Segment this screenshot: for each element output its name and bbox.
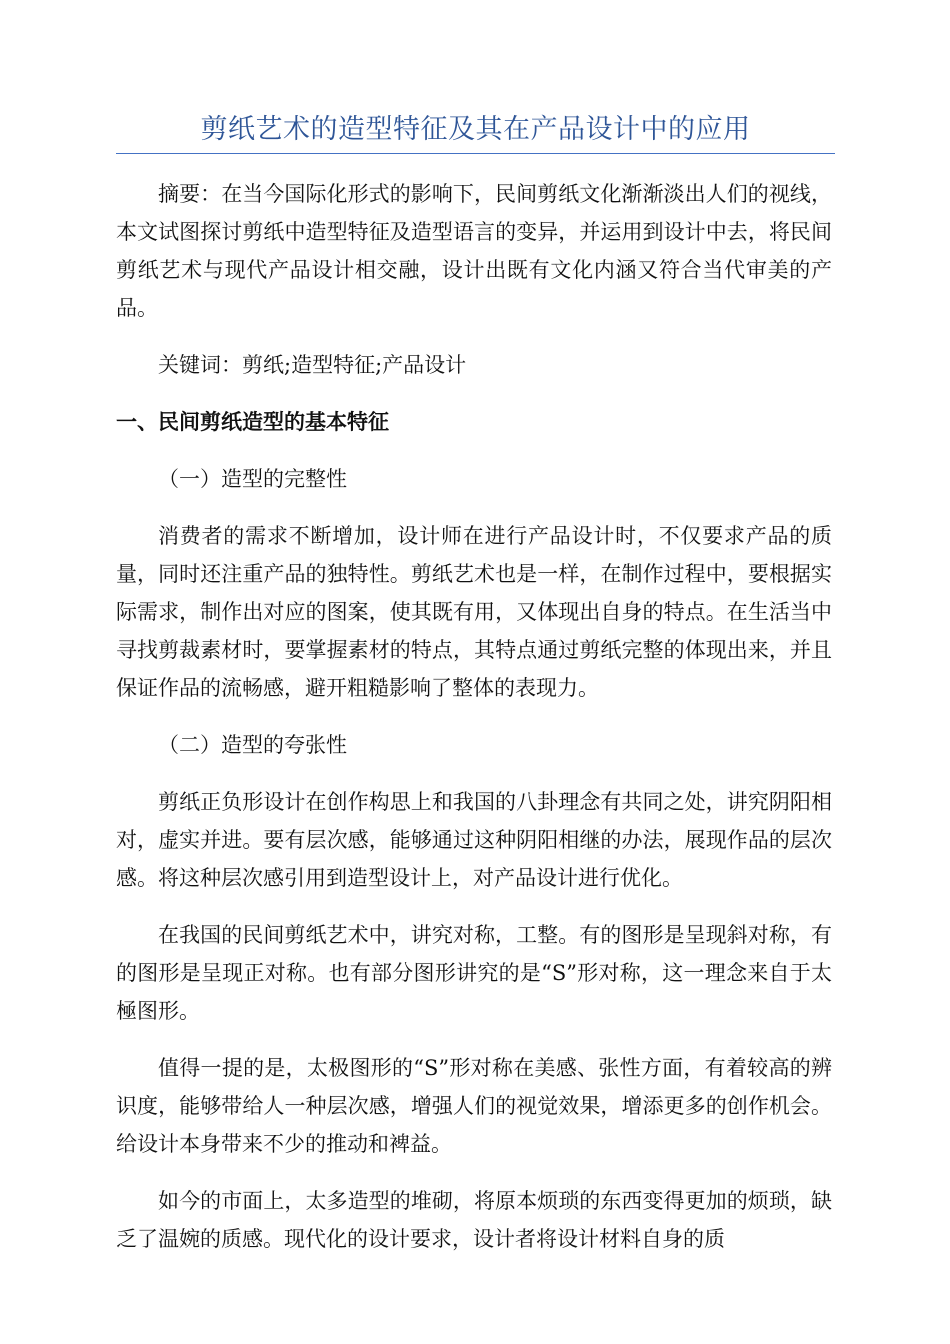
keywords-line: 关键词：剪纸;造型特征;产品设计: [158, 353, 467, 377]
body-paragraph: 如今的市面上，太多造型的堆砌，将原本烦琐的东西变得更加的烦琐，缺乏了温婉的质感。现代化的设计要求，设计者将设计材料自身的质: [116, 1189, 832, 1251]
body-paragraph: 值得一提的是，太极图形的“S”形对称在美感、张性方面，有着较高的辨识度，能够带给人一种层次感，增强人们的视觉效果，增添更多的创作机会。给设计本身带来不少的推动和裨益。: [116, 1056, 832, 1156]
document-title: 剪纸艺术的造型特征及其在产品设计中的应用: [200, 114, 751, 145]
abstract-paragraph: 摘要：在当今国际化形式的影响下，民间剪纸文化渐渐淡出人们的视线，本文试图探讨剪纸中造型特征及造型语言的变异，并运用到设计中去，将民间剪纸艺术与现代产品设计相交融，设计出既有文化内涵又符合当代审美的产品。: [116, 182, 832, 320]
section-heading: 一、民间剪纸造型的基本特征: [116, 410, 389, 434]
subsection-heading-2: （二）造型的夸张性: [158, 733, 347, 757]
subsection-heading-1: （一）造型的完整性: [158, 467, 347, 491]
body-paragraph: 消费者的需求不断增加，设计师在进行产品设计时，不仅要求产品的质量，同时还注重产品的独特性。剪纸艺术也是一样，在制作过程中，要根据实际需求，制作出对应的图案，使其既有用，又体现出自身的特点。在生活当中寻找剪裁素材时，要掌握素材的特点，其特点通过剪纸完整的体现出来，并且保证作品的流畅感，避开粗糙影响了整体的表现力。: [116, 524, 832, 700]
title-underline: [116, 153, 835, 154]
document-body: [116, 175, 832, 1277]
body-paragraph: 剪纸正负形设计在创作构思上和我国的八卦理念有共同之处，讲究阴阳相对，虚实并进。要有层次感，能够通过这种阴阳相继的办法，展现作品的层次感。将这种层次感引用到造型设计上，对产品设计进行优化。: [116, 790, 832, 890]
body-paragraph: 在我国的民间剪纸艺术中，讲究对称，工整。有的图形是呈现斜对称，有的图形是呈现正对称。也有部分图形讲究的是“S”形对称，这一理念来自于太極图形。: [116, 923, 832, 1023]
